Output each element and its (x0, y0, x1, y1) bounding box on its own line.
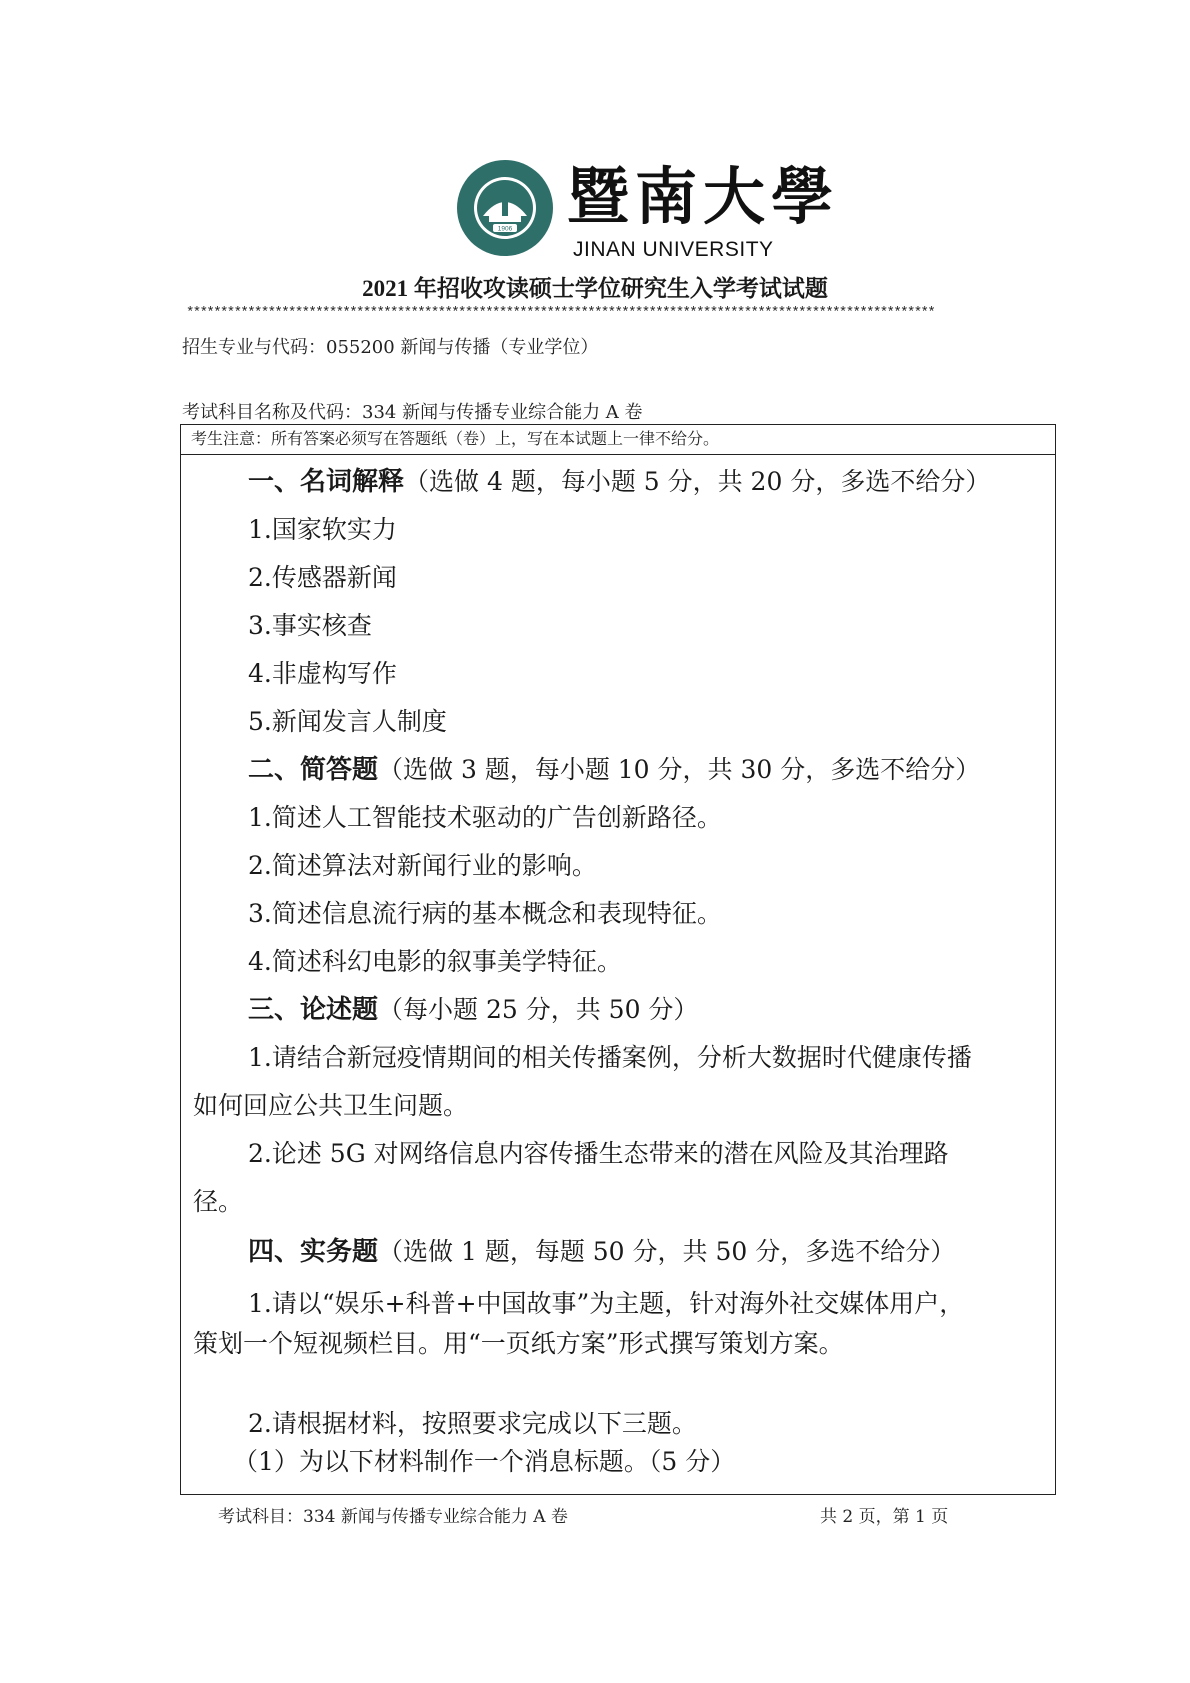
s3-q1-line1: 1.请结合新冠疫情期间的相关传播案例，分析大数据时代健康传播 (248, 1043, 972, 1072)
section-1-title: 一、名词解释 (248, 467, 405, 497)
section-3-note: （每小题 25 分，共 50 分） (378, 995, 699, 1024)
s4-q1-line1: 1.请以“娱乐+科普+中国故事”为主题，针对海外社交媒体用户， (248, 1289, 965, 1318)
s3-q2-line2: 径。 (193, 1187, 244, 1216)
section-4-title: 四、实务题 (248, 1237, 379, 1267)
section-4-note: （选做 1 题，每题 50 分，共 50 分，多选不给分） (378, 1237, 956, 1266)
exam-title: 2021 年招收攻读硕士学位研究生入学考试试题 (362, 276, 828, 301)
s1-item: 4.非虚构写作 (248, 659, 397, 688)
section-3-heading (193, 993, 1098, 1027)
section-3-title: 三、论述题 (248, 995, 379, 1025)
candidate-notice: 考生注意：所有答案必须写在答题纸（卷）上，写在本试题上一律不给分。 (181, 425, 1055, 455)
s4-q2-sub1: （1）为以下材料制作一个消息标题。（5 分） (233, 1447, 736, 1476)
logo-english-name: JINAN UNIVERSITY (573, 238, 774, 261)
section-2-note: （选做 3 题，每小题 10 分，共 30 分，多选不给分） (378, 755, 981, 784)
subject-code: 考试科目名称及代码：334 新闻与传播专业综合能力 A 卷 (182, 402, 643, 423)
section-1-heading (193, 465, 1098, 499)
s3-q2-line1: 2.论述 5G 对网络信息内容传播生态带来的潜在风险及其治理路 (248, 1139, 949, 1168)
university-seal-icon (455, 158, 555, 258)
s2-item: 3.简述信息流行病的基本概念和表现特征。 (248, 899, 722, 928)
s3-q1-line2: 如何回应公共卫生问题。 (193, 1091, 469, 1120)
s2-item: 1.简述人工智能技术驱动的广告创新路径。 (248, 803, 722, 832)
section-1-note: （选做 4 题，每小题 5 分，共 20 分，多选不给分） (404, 467, 991, 496)
major-code: 招生专业与代码：055200 新闻与传播（专业学位） (182, 337, 599, 358)
logo-chinese-name: 暨南大學 (567, 160, 840, 233)
footer-subject: 考试科目：334 新闻与传播专业综合能力 A 卷 (218, 1507, 568, 1527)
s2-item: 4.简述科幻电影的叙事美学特征。 (248, 947, 622, 976)
s1-item: 1.国家软实力 (248, 515, 397, 544)
s4-q2: 2.请根据材料，按照要求完成以下三题。 (248, 1409, 697, 1438)
section-2-title: 二、简答题 (248, 755, 379, 785)
question-box (180, 424, 1056, 1495)
s1-item: 3.事实核查 (248, 611, 372, 640)
seal-year: 1906 (497, 225, 513, 233)
section-4-heading (193, 1235, 1098, 1269)
footer-page-count: 共 2 页，第 1 页 (820, 1507, 949, 1527)
s4-q1-line2: 策划一个短视频栏目。用“一页纸方案”形式撰写策划方案。 (193, 1329, 844, 1358)
star-divider: ************************************************************************************************************** (186, 306, 935, 320)
s2-item: 2.简述算法对新闻行业的影响。 (248, 851, 597, 880)
s1-item: 2.传感器新闻 (248, 563, 397, 592)
s1-item: 5.新闻发言人制度 (248, 707, 447, 736)
section-2-heading (193, 753, 1098, 787)
university-logo (455, 158, 840, 261)
